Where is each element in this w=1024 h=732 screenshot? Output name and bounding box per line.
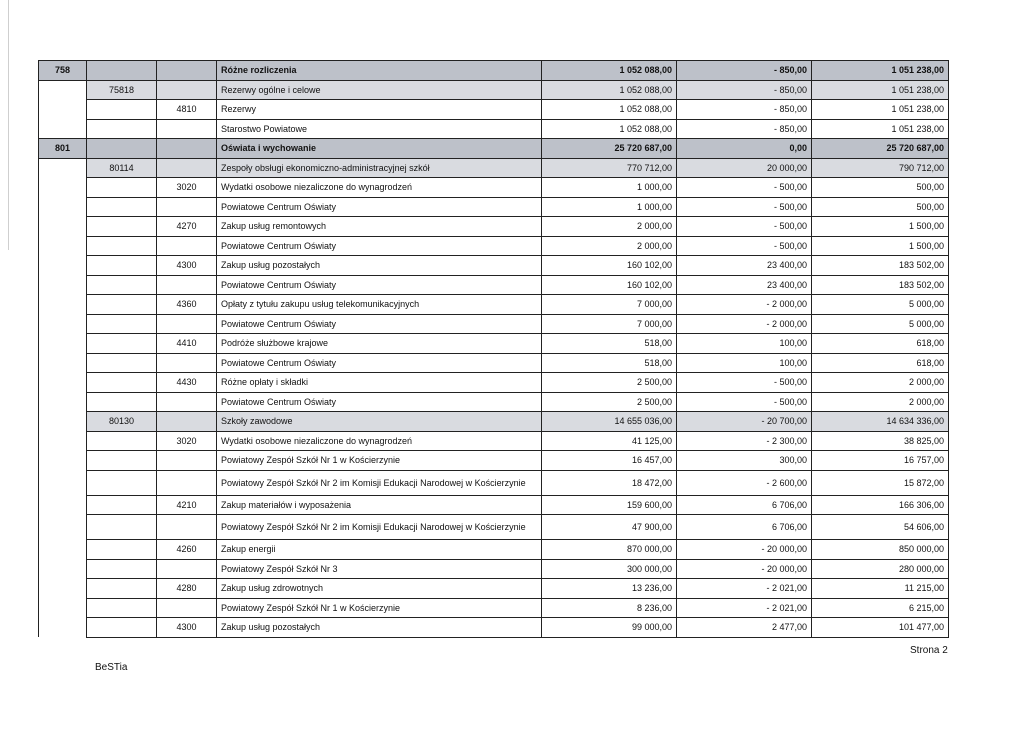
- cell-po-zmianie: 25 720 687,00: [812, 139, 949, 159]
- cell-rozdzial: [87, 100, 157, 120]
- cell-rozdzial: [87, 392, 157, 412]
- cell-plan: 41 125,00: [542, 431, 677, 451]
- cell-rozdzial: [87, 431, 157, 451]
- cell-plan: 159 600,00: [542, 495, 677, 515]
- cell-dzial: [39, 559, 87, 579]
- table-row: [39, 353, 949, 373]
- cell-paragraf: [157, 139, 217, 159]
- cell-po-zmianie: 183 502,00: [812, 275, 949, 295]
- cell-dzial: [39, 295, 87, 315]
- cell-rozdzial: [87, 295, 157, 315]
- table-row: [39, 197, 949, 217]
- cell-paragraf: 4300: [157, 256, 217, 276]
- cell-nazwa: Opłaty z tytułu zakupu usług telekomunikacyjnych: [217, 295, 542, 315]
- table-row: [39, 178, 949, 198]
- cell-zmiana: - 20 000,00: [677, 540, 812, 560]
- cell-zmiana: 23 400,00: [677, 256, 812, 276]
- cell-rozdzial: [87, 334, 157, 354]
- cell-dzial: [39, 373, 87, 393]
- cell-po-zmianie: 11 215,00: [812, 579, 949, 599]
- table-row: [39, 139, 949, 159]
- cell-plan: 1 052 088,00: [542, 119, 677, 139]
- cell-po-zmianie: 500,00: [812, 197, 949, 217]
- cell-dzial: [39, 392, 87, 412]
- cell-rozdzial: [87, 451, 157, 471]
- cell-nazwa: Oświata i wychowanie: [217, 139, 542, 159]
- cell-nazwa: Zakup usług zdrowotnych: [217, 579, 542, 599]
- cell-rozdzial: [87, 178, 157, 198]
- cell-po-zmianie: 5 000,00: [812, 295, 949, 315]
- cell-plan: 518,00: [542, 353, 677, 373]
- cell-po-zmianie: 16 757,00: [812, 451, 949, 471]
- footer-page-number: Strona 2: [910, 645, 948, 656]
- table-row: [39, 412, 949, 432]
- cell-plan: 1 000,00: [542, 197, 677, 217]
- cell-paragraf: [157, 353, 217, 373]
- cell-po-zmianie: 280 000,00: [812, 559, 949, 579]
- cell-plan: 2 500,00: [542, 392, 677, 412]
- cell-rozdzial: [87, 197, 157, 217]
- cell-nazwa: Powiatowe Centrum Oświaty: [217, 275, 542, 295]
- cell-nazwa: Powiatowe Centrum Oświaty: [217, 236, 542, 256]
- cell-nazwa: Zakup usług remontowych: [217, 217, 542, 237]
- cell-plan: 1 052 088,00: [542, 61, 677, 81]
- cell-po-zmianie: 54 606,00: [812, 515, 949, 540]
- cell-plan: 47 900,00: [542, 515, 677, 540]
- table-row: [39, 158, 949, 178]
- cell-plan: 16 457,00: [542, 451, 677, 471]
- cell-paragraf: [157, 80, 217, 100]
- table-row: [39, 392, 949, 412]
- cell-po-zmianie: 14 634 336,00: [812, 412, 949, 432]
- footer-app-name: BeSTia: [95, 662, 128, 673]
- cell-po-zmianie: 2 000,00: [812, 392, 949, 412]
- cell-nazwa: Powiatowy Zespół Szkół Nr 2 im Komisji Edukacji Narodowej w Kościerzynie: [217, 515, 542, 540]
- cell-nazwa: Powiatowy Zespół Szkół Nr 1 w Kościerzynie: [217, 598, 542, 618]
- cell-plan: 1 052 088,00: [542, 80, 677, 100]
- cell-nazwa: Wydatki osobowe niezaliczone do wynagrodzeń: [217, 178, 542, 198]
- cell-zmiana: - 850,00: [677, 61, 812, 81]
- cell-plan: 99 000,00: [542, 618, 677, 638]
- cell-rozdzial: [87, 540, 157, 560]
- cell-rozdzial: [87, 314, 157, 334]
- cell-paragraf: [157, 470, 217, 495]
- cell-po-zmianie: 1 051 238,00: [812, 61, 949, 81]
- cell-nazwa: Zakup energii: [217, 540, 542, 560]
- table-row: [39, 275, 949, 295]
- cell-rozdzial: [87, 139, 157, 159]
- cell-zmiana: - 2 021,00: [677, 579, 812, 599]
- cell-rozdzial: [87, 515, 157, 540]
- cell-rozdzial: 80130: [87, 412, 157, 432]
- cell-paragraf: 4270: [157, 217, 217, 237]
- cell-zmiana: 0,00: [677, 139, 812, 159]
- cell-nazwa: Zakup usług pozostałych: [217, 618, 542, 638]
- cell-dzial: [39, 100, 87, 120]
- table-row: [39, 579, 949, 599]
- table-row: [39, 451, 949, 471]
- budget-table-body: [39, 61, 949, 638]
- cell-rozdzial: 75818: [87, 80, 157, 100]
- cell-zmiana: 300,00: [677, 451, 812, 471]
- cell-po-zmianie: 790 712,00: [812, 158, 949, 178]
- cell-zmiana: - 850,00: [677, 119, 812, 139]
- cell-dzial: [39, 470, 87, 495]
- cell-dzial: [39, 618, 87, 638]
- cell-po-zmianie: 166 306,00: [812, 495, 949, 515]
- cell-dzial: [39, 579, 87, 599]
- table-row: [39, 373, 949, 393]
- cell-zmiana: - 2 000,00: [677, 314, 812, 334]
- table-row: [39, 256, 949, 276]
- cell-po-zmianie: 38 825,00: [812, 431, 949, 451]
- cell-po-zmianie: 6 215,00: [812, 598, 949, 618]
- table-row: [39, 431, 949, 451]
- cell-zmiana: 20 000,00: [677, 158, 812, 178]
- cell-nazwa: Powiatowy Zespół Szkół Nr 2 im Komisji Edukacji Narodowej w Kościerzynie: [217, 470, 542, 495]
- table-row: [39, 100, 949, 120]
- table-row: [39, 540, 949, 560]
- cell-zmiana: 23 400,00: [677, 275, 812, 295]
- cell-rozdzial: [87, 579, 157, 599]
- cell-paragraf: [157, 412, 217, 432]
- cell-po-zmianie: 1 500,00: [812, 217, 949, 237]
- cell-rozdzial: [87, 495, 157, 515]
- cell-dzial: [39, 353, 87, 373]
- cell-po-zmianie: 1 051 238,00: [812, 80, 949, 100]
- page-edge-line: [8, 0, 9, 250]
- cell-paragraf: [157, 119, 217, 139]
- cell-plan: 1 052 088,00: [542, 100, 677, 120]
- cell-plan: 870 000,00: [542, 540, 677, 560]
- cell-plan: 7 000,00: [542, 314, 677, 334]
- cell-rozdzial: 80114: [87, 158, 157, 178]
- cell-po-zmianie: 850 000,00: [812, 540, 949, 560]
- cell-zmiana: 100,00: [677, 334, 812, 354]
- cell-dzial: [39, 275, 87, 295]
- cell-po-zmianie: 2 000,00: [812, 373, 949, 393]
- cell-paragraf: 4430: [157, 373, 217, 393]
- cell-nazwa: Powiatowe Centrum Oświaty: [217, 197, 542, 217]
- cell-paragraf: [157, 515, 217, 540]
- cell-rozdzial: [87, 61, 157, 81]
- table-row: [39, 618, 949, 638]
- cell-rozdzial: [87, 559, 157, 579]
- cell-rozdzial: [87, 236, 157, 256]
- table-row: [39, 236, 949, 256]
- table-row: [39, 80, 949, 100]
- cell-zmiana: - 2 000,00: [677, 295, 812, 315]
- cell-paragraf: [157, 158, 217, 178]
- cell-paragraf: 4280: [157, 579, 217, 599]
- cell-zmiana: - 2 600,00: [677, 470, 812, 495]
- cell-po-zmianie: 15 872,00: [812, 470, 949, 495]
- cell-rozdzial: [87, 618, 157, 638]
- cell-nazwa: Rezerwy ogólne i celowe: [217, 80, 542, 100]
- cell-dzial: [39, 256, 87, 276]
- cell-zmiana: - 500,00: [677, 197, 812, 217]
- cell-zmiana: - 2 300,00: [677, 431, 812, 451]
- cell-po-zmianie: 1 051 238,00: [812, 119, 949, 139]
- cell-nazwa: Wydatki osobowe niezaliczone do wynagrodzeń: [217, 431, 542, 451]
- cell-zmiana: - 500,00: [677, 217, 812, 237]
- cell-zmiana: - 850,00: [677, 80, 812, 100]
- cell-rozdzial: [87, 119, 157, 139]
- table-row: [39, 217, 949, 237]
- cell-dzial: [39, 314, 87, 334]
- cell-nazwa: Zakup materiałów i wyposażenia: [217, 495, 542, 515]
- cell-plan: 25 720 687,00: [542, 139, 677, 159]
- cell-paragraf: [157, 598, 217, 618]
- cell-nazwa: Różne rozliczenia: [217, 61, 542, 81]
- cell-paragraf: [157, 275, 217, 295]
- table-row: [39, 515, 949, 540]
- cell-dzial: [39, 217, 87, 237]
- cell-paragraf: 4810: [157, 100, 217, 120]
- cell-plan: 770 712,00: [542, 158, 677, 178]
- cell-dzial: [39, 540, 87, 560]
- table-row: [39, 314, 949, 334]
- cell-zmiana: - 2 021,00: [677, 598, 812, 618]
- cell-nazwa: Zakup usług pozostałych: [217, 256, 542, 276]
- cell-plan: 7 000,00: [542, 295, 677, 315]
- cell-dzial: [39, 178, 87, 198]
- cell-rozdzial: [87, 275, 157, 295]
- cell-rozdzial: [87, 256, 157, 276]
- cell-dzial: [39, 412, 87, 432]
- cell-po-zmianie: 500,00: [812, 178, 949, 198]
- cell-paragraf: 4210: [157, 495, 217, 515]
- cell-nazwa: Podróże służbowe krajowe: [217, 334, 542, 354]
- cell-nazwa: Starostwo Powiatowe: [217, 119, 542, 139]
- cell-zmiana: 6 706,00: [677, 515, 812, 540]
- cell-nazwa: Szkoły zawodowe: [217, 412, 542, 432]
- cell-plan: 18 472,00: [542, 470, 677, 495]
- cell-paragraf: 4410: [157, 334, 217, 354]
- cell-dzial: [39, 197, 87, 217]
- cell-nazwa: Powiatowe Centrum Oświaty: [217, 353, 542, 373]
- cell-nazwa: Różne opłaty i składki: [217, 373, 542, 393]
- cell-nazwa: Rezerwy: [217, 100, 542, 120]
- cell-dzial: [39, 515, 87, 540]
- table-row: [39, 119, 949, 139]
- table-row: [39, 598, 949, 618]
- cell-plan: 518,00: [542, 334, 677, 354]
- cell-nazwa: Zespoły obsługi ekonomiczno-administracyjnej szkół: [217, 158, 542, 178]
- cell-nazwa: Powiatowe Centrum Oświaty: [217, 314, 542, 334]
- cell-dzial: [39, 495, 87, 515]
- cell-rozdzial: [87, 373, 157, 393]
- cell-dzial: [39, 158, 87, 178]
- cell-paragraf: 4260: [157, 540, 217, 560]
- cell-plan: 2 000,00: [542, 236, 677, 256]
- cell-paragraf: [157, 451, 217, 471]
- budget-table: [38, 60, 949, 638]
- cell-dzial: [39, 431, 87, 451]
- cell-po-zmianie: 5 000,00: [812, 314, 949, 334]
- cell-dzial: [39, 598, 87, 618]
- cell-zmiana: - 500,00: [677, 392, 812, 412]
- table-row: [39, 61, 949, 81]
- cell-paragraf: [157, 559, 217, 579]
- cell-paragraf: 3020: [157, 178, 217, 198]
- cell-zmiana: - 20 000,00: [677, 559, 812, 579]
- cell-dzial: [39, 334, 87, 354]
- cell-rozdzial: [87, 353, 157, 373]
- cell-paragraf: [157, 197, 217, 217]
- cell-zmiana: - 20 700,00: [677, 412, 812, 432]
- table-row: [39, 295, 949, 315]
- cell-paragraf: [157, 236, 217, 256]
- table-row: [39, 334, 949, 354]
- cell-zmiana: 2 477,00: [677, 618, 812, 638]
- cell-plan: 2 500,00: [542, 373, 677, 393]
- cell-paragraf: [157, 61, 217, 81]
- cell-po-zmianie: 101 477,00: [812, 618, 949, 638]
- cell-po-zmianie: 1 500,00: [812, 236, 949, 256]
- cell-zmiana: 6 706,00: [677, 495, 812, 515]
- cell-rozdzial: [87, 470, 157, 495]
- table-row: [39, 495, 949, 515]
- cell-plan: 160 102,00: [542, 275, 677, 295]
- cell-zmiana: - 500,00: [677, 373, 812, 393]
- cell-nazwa: Powiatowy Zespół Szkół Nr 3: [217, 559, 542, 579]
- cell-plan: 1 000,00: [542, 178, 677, 198]
- cell-rozdzial: [87, 598, 157, 618]
- cell-plan: 14 655 036,00: [542, 412, 677, 432]
- cell-zmiana: 100,00: [677, 353, 812, 373]
- cell-po-zmianie: 183 502,00: [812, 256, 949, 276]
- cell-dzial: [39, 119, 87, 139]
- cell-nazwa: Powiatowy Zespół Szkół Nr 1 w Kościerzynie: [217, 451, 542, 471]
- cell-nazwa: Powiatowe Centrum Oświaty: [217, 392, 542, 412]
- cell-paragraf: [157, 392, 217, 412]
- cell-po-zmianie: 1 051 238,00: [812, 100, 949, 120]
- cell-zmiana: - 850,00: [677, 100, 812, 120]
- cell-dzial: 758: [39, 61, 87, 81]
- cell-plan: 13 236,00: [542, 579, 677, 599]
- table-row: [39, 470, 949, 495]
- cell-po-zmianie: 618,00: [812, 334, 949, 354]
- cell-plan: 160 102,00: [542, 256, 677, 276]
- cell-paragraf: [157, 314, 217, 334]
- cell-dzial: [39, 80, 87, 100]
- cell-zmiana: - 500,00: [677, 178, 812, 198]
- cell-rozdzial: [87, 217, 157, 237]
- cell-po-zmianie: 618,00: [812, 353, 949, 373]
- table-row: [39, 559, 949, 579]
- cell-paragraf: 4360: [157, 295, 217, 315]
- cell-dzial: [39, 451, 87, 471]
- cell-plan: 300 000,00: [542, 559, 677, 579]
- cell-zmiana: - 500,00: [677, 236, 812, 256]
- cell-paragraf: 4300: [157, 618, 217, 638]
- cell-paragraf: 3020: [157, 431, 217, 451]
- cell-dzial: [39, 236, 87, 256]
- cell-plan: 2 000,00: [542, 217, 677, 237]
- cell-dzial: 801: [39, 139, 87, 159]
- cell-plan: 8 236,00: [542, 598, 677, 618]
